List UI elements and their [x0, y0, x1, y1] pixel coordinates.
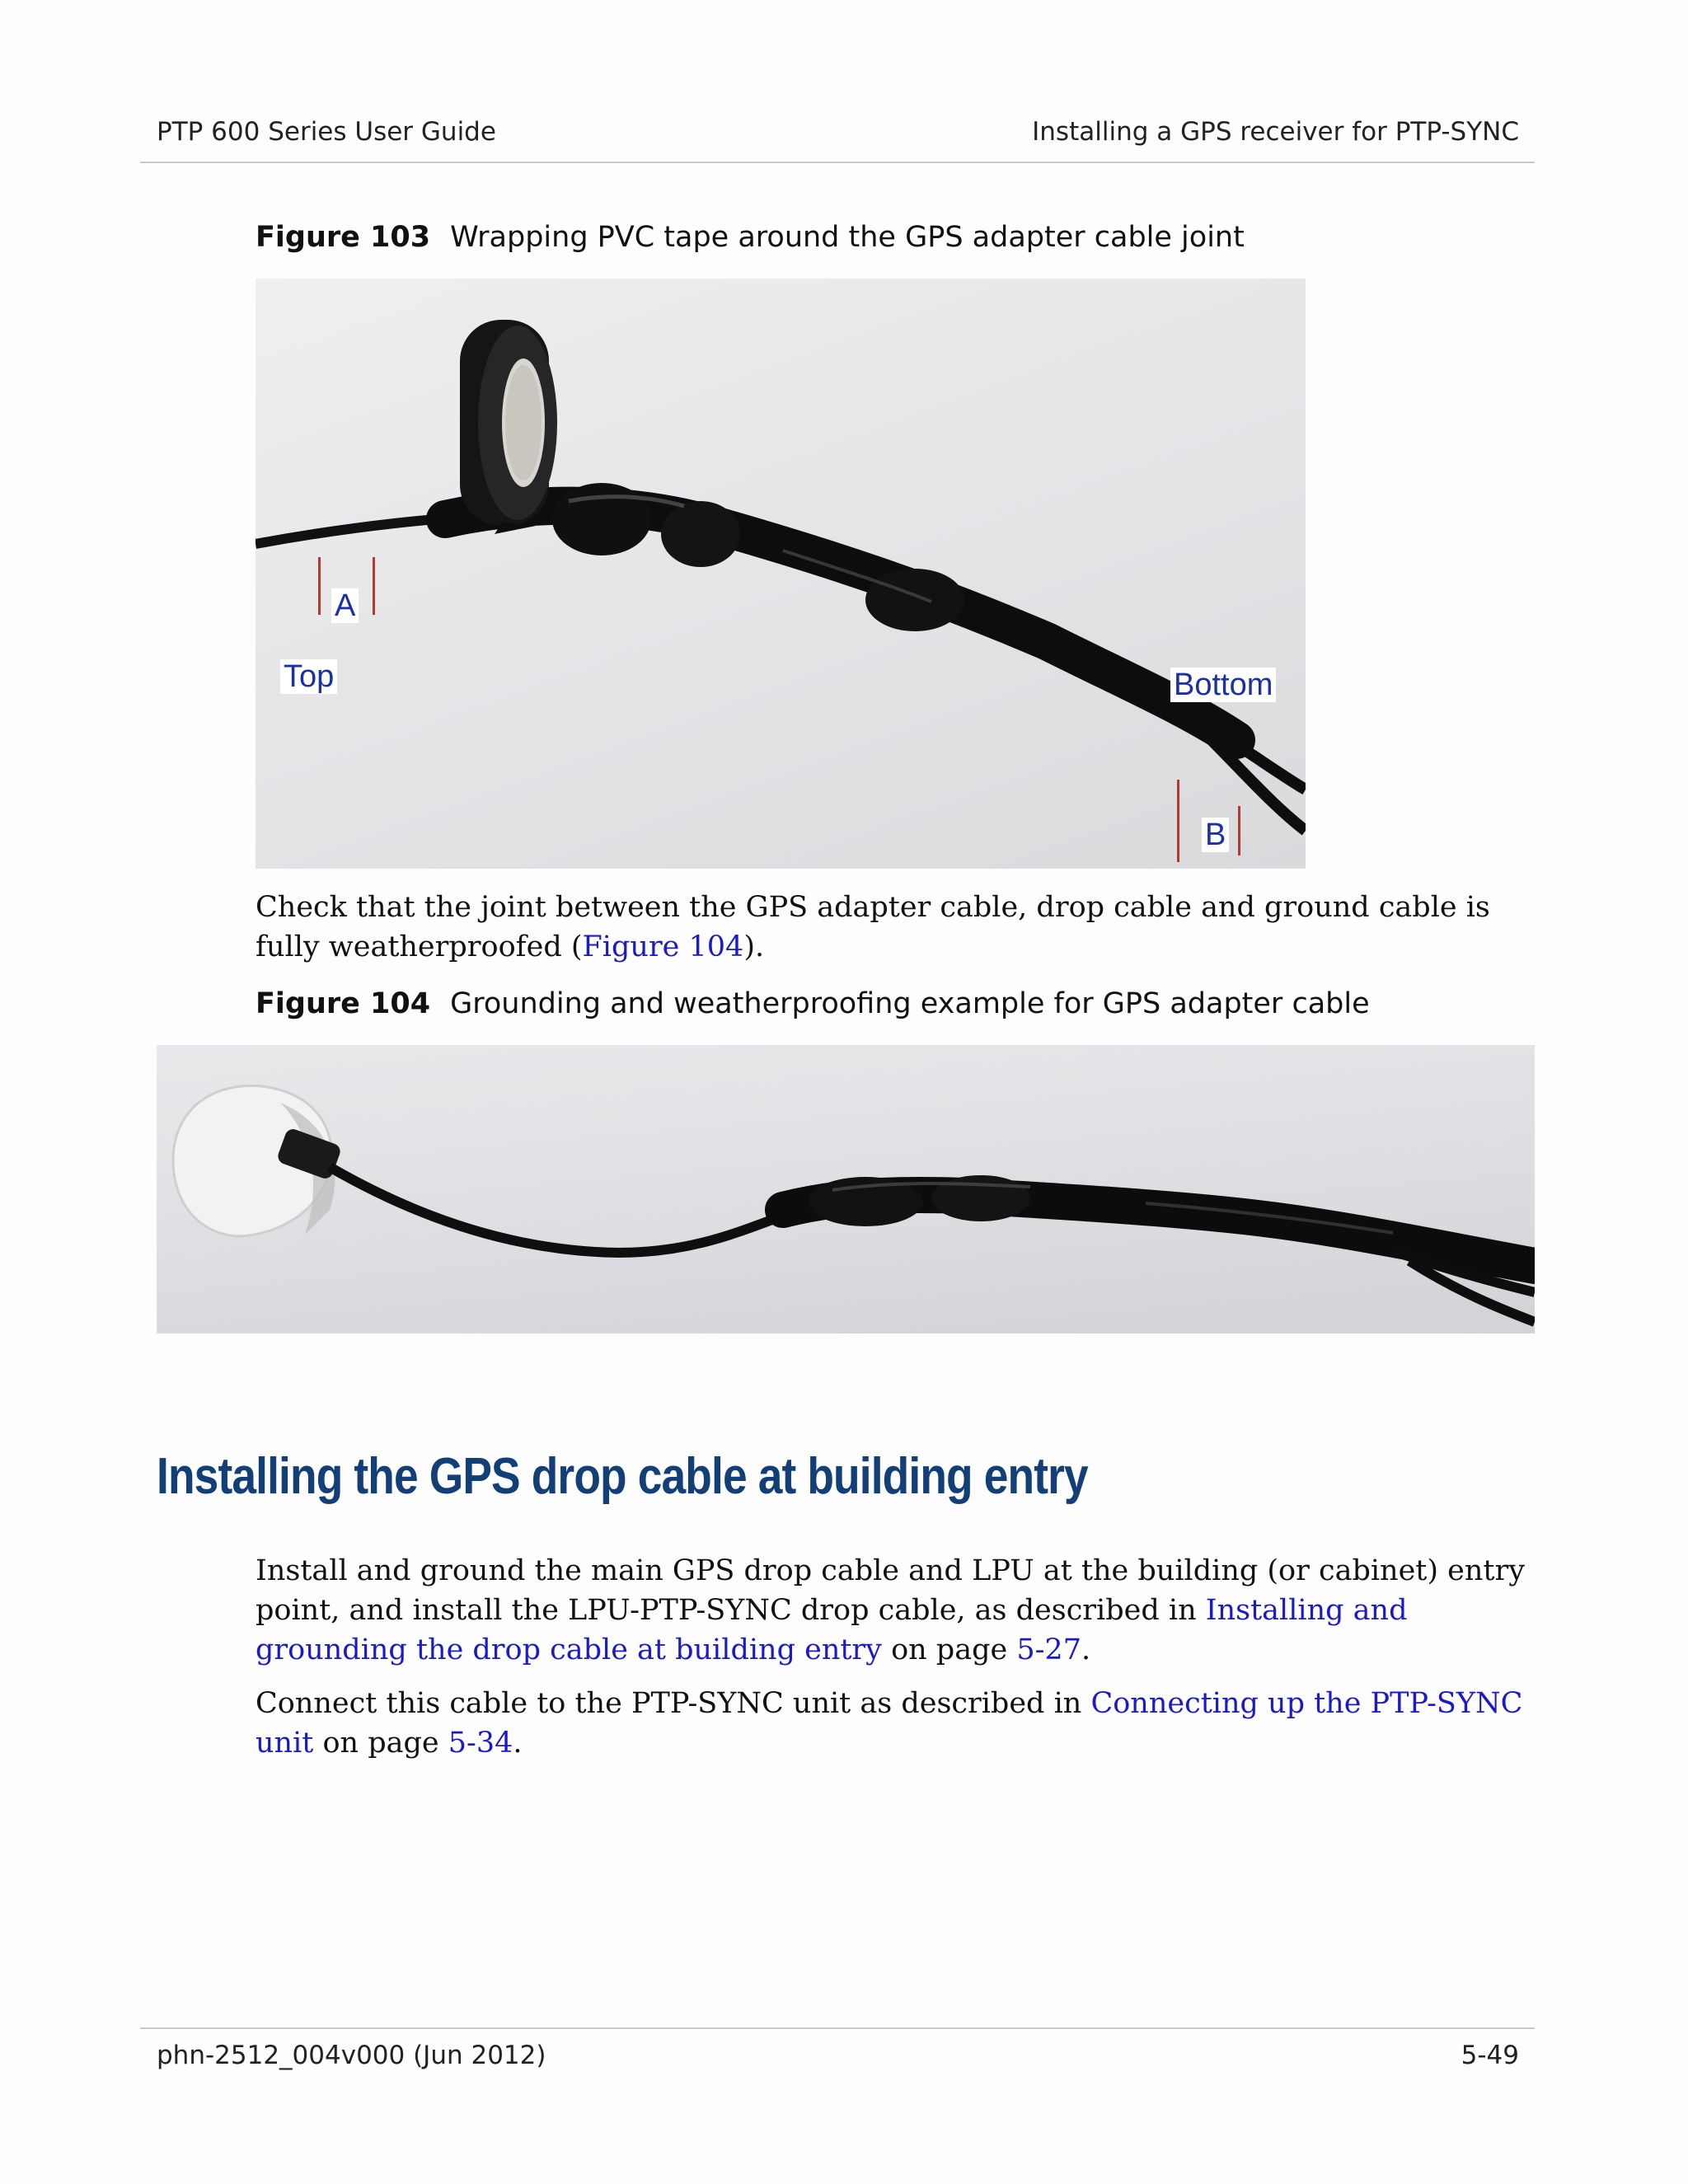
figure-104-photo	[157, 1045, 1535, 1333]
link-connecting-ptp-sync[interactable]: Connecting up the PTP-SYNC unit	[256, 1687, 1523, 1760]
link-figure-104[interactable]: Figure 104	[582, 930, 744, 963]
gps-cable-illustration	[157, 1045, 1535, 1333]
label-b: B	[1202, 818, 1229, 852]
paragraph-connect-cable	[256, 1684, 1541, 1763]
figure-103-number: Figure 103	[256, 221, 431, 254]
link-page-5-34[interactable]: 5-34	[448, 1727, 513, 1760]
paragraph-weatherproofed	[256, 888, 1541, 967]
footer-rule	[140, 2027, 1535, 2029]
section-heading: Installing the GPS drop cable at building entry	[157, 1448, 1088, 1505]
header-section: Installing a GPS receiver for PTP-SYNC	[1032, 117, 1519, 147]
footer-doc-id: phn-2512_004v000 (Jun 2012)	[157, 2041, 546, 2070]
link-installing-grounding[interactable]: Installing and grounding the drop cable at building entry	[256, 1594, 1408, 1666]
figure-103-photo	[256, 279, 1306, 869]
footer-page-number: 5-49	[1461, 2041, 1519, 2070]
cable-tape-illustration	[256, 279, 1306, 869]
figure-104-number: Figure 104	[256, 987, 431, 1020]
figure-103-title: Wrapping PVC tape around the GPS adapter cable joint	[450, 221, 1245, 254]
figure-103-caption	[256, 221, 1245, 254]
header-rule	[140, 162, 1535, 163]
paragraph-2-on-page: on page	[881, 1633, 1017, 1666]
paragraph-3-on-page: on page	[313, 1727, 448, 1760]
paragraph-install-ground	[256, 1551, 1535, 1670]
paragraph-1-tail: ).	[743, 930, 765, 963]
paragraph-2-tail: .	[1081, 1633, 1091, 1666]
figure-104-title: Grounding and weatherproofing example for GPS adapter cable	[450, 987, 1370, 1020]
label-top: Top	[280, 659, 337, 694]
label-bottom: Bottom	[1170, 668, 1276, 702]
header-title: PTP 600 Series User Guide	[157, 117, 496, 147]
paragraph-1-text: Check that the joint between the GPS adapter cable, drop cable and ground cable is fully weatherproofed (	[256, 891, 1490, 963]
label-a: A	[331, 588, 359, 623]
paragraph-3-tail: .	[513, 1727, 523, 1760]
figure-104-caption	[256, 987, 1370, 1020]
link-page-5-27[interactable]: 5-27	[1016, 1633, 1081, 1666]
paragraph-2-text: Install and ground the main GPS drop cable and LPU at the building (or cabinet) entry point, and install the LPU-PTP-SYNC drop cable, as described in	[256, 1554, 1525, 1627]
paragraph-3-text: Connect this cable to the PTP-SYNC unit as described in	[256, 1687, 1091, 1720]
